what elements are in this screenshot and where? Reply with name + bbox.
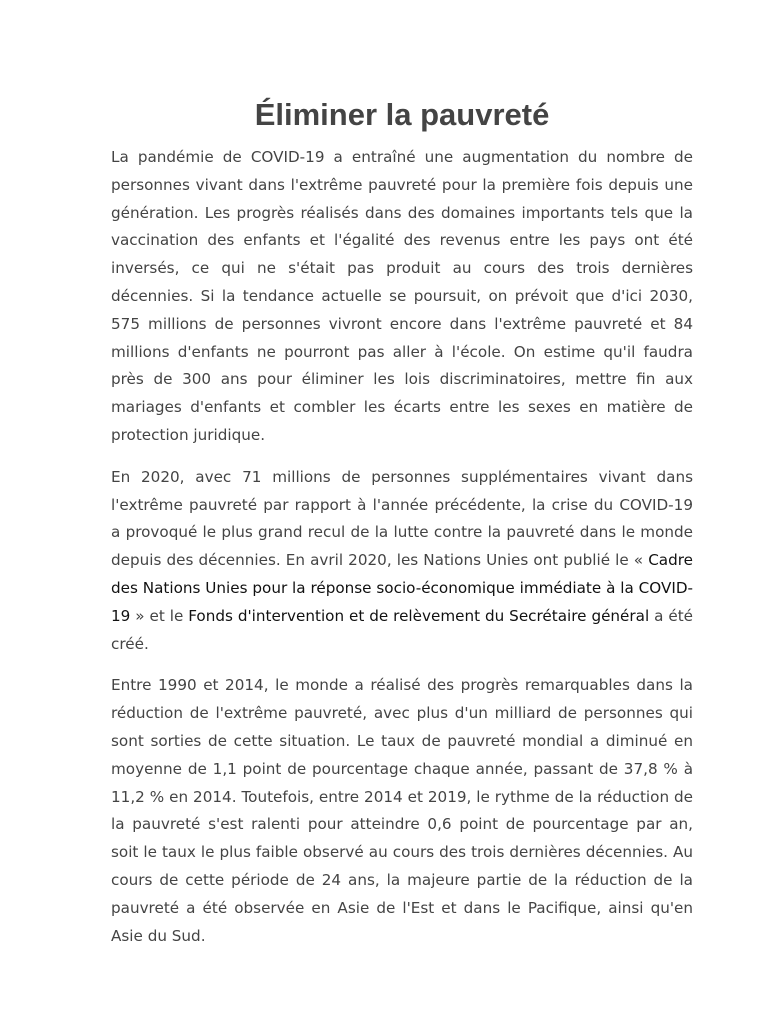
paragraph-2-text-after: a été créé.	[111, 606, 693, 653]
paragraph-2-text-before: En 2020, avec 71 millions de personnes supplémentaires vivant dans l'extrême pauvreté par rapport à l'année précédente, la crise du COVID-19 a provoqué le plus grand recul de la lutte contre la pauvreté dans le monde depuis des décennies. En avril 2020, les Nations Unies ont publié le «	[111, 467, 693, 570]
paragraph-2-text-middle: » et le	[130, 606, 189, 625]
secretary-general-fund-link[interactable]: Fonds d'intervention et de relèvement du Secrétaire général	[188, 606, 650, 625]
paragraph-2	[111, 464, 693, 659]
paragraph-1: La pandémie de COVID-19 a entraîné une augmentation du nombre de personnes vivant dans l'extrême pauvreté pour la première fois depuis une génération. Les progrès réalisés dans des domaines importants tels que la vaccination des enfants et l'égalité des revenus entre les pays ont été inversés, ce qui ne s'était pas produit au cours des trois dernières décennies. Si la tendance actuelle se poursuit, on prévoit que d'ici 2030, 575 millions de personnes vivront encore dans l'extrême pauvreté et 84 millions d'enfants ne pourront pas aller à l'école. On estime qu'il faudra près de 300 ans pour éliminer les lois discriminatoires, mettre fin aux mariages d'enfants et combler les écarts entre les sexes en matière de protection juridique.	[111, 148, 693, 444]
paragraph-3: Entre 1990 et 2014, le monde a réalisé des progrès remarquables dans la réduction de l'extrême pauvreté, avec plus d'un milliard de personnes qui sont sorties de cette situation. Le taux de pauvreté mondial a diminué en moyenne de 1,1 point de pourcentage chaque année, passant de 37,8 % à 11,2 % en 2014. Toutefois, entre 2014 et 2019, le rythme de la réduction de la pauvreté s'est ralenti pour atteindre 0,6 point de pourcentage par an, soit le taux le plus faible observé au cours des trois dernières décennies. Au cours de cette période de 24 ans, la majeure partie de la réduction de la pauvreté a été observée en Asie de l'Est et dans le Pacifique, ainsi qu'en Asie du Sud.	[111, 676, 693, 945]
page-title: Éliminer la pauvreté	[254, 97, 550, 132]
un-framework-link[interactable]: Cadre des Nations Unies pour la réponse socio-économique immédiate à la COVID-19	[111, 551, 693, 625]
document-page	[111, 0, 693, 950]
